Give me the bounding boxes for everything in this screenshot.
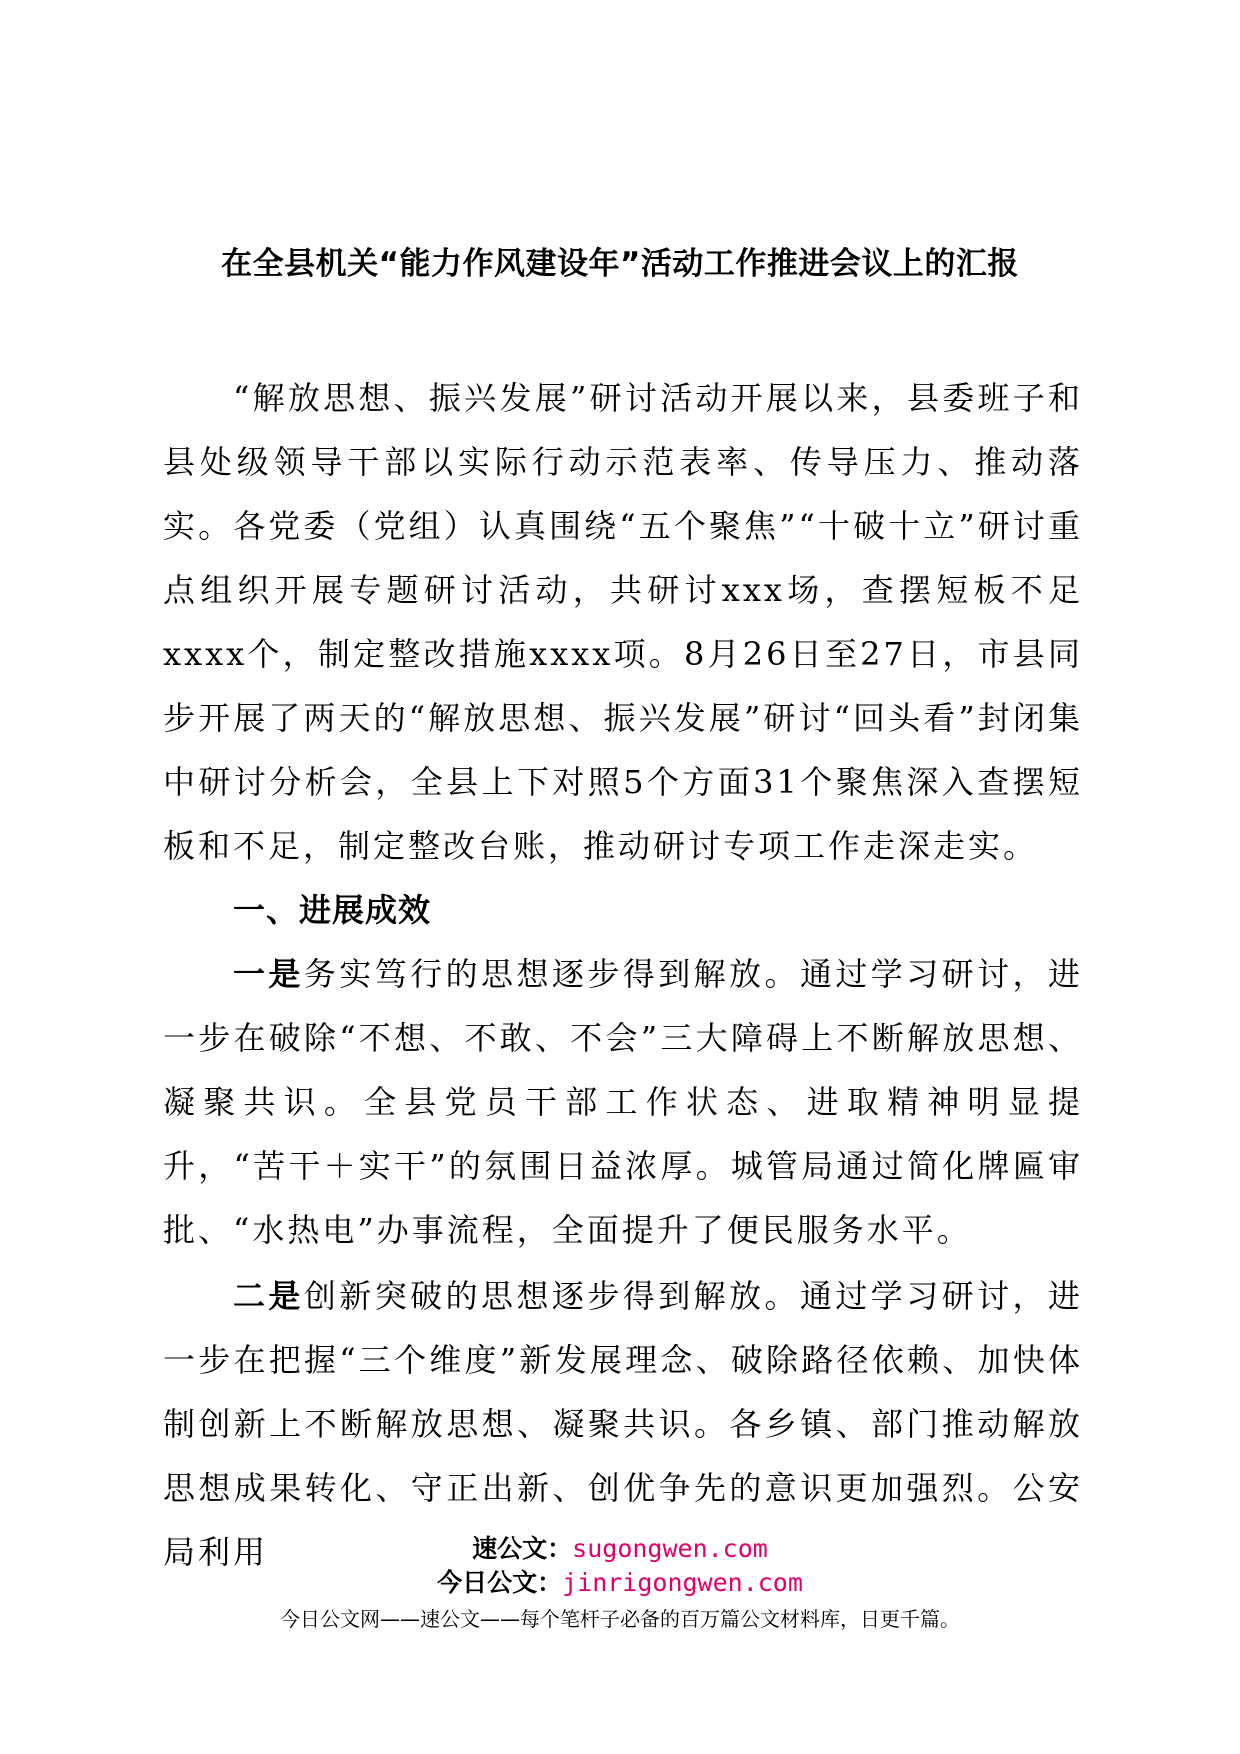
point-2-lead: 二是 xyxy=(233,1277,304,1315)
point-1-text: 务实笃行的思想逐步得到解放。通过学习研讨，进一步在破除“不想、不敢、不会”三大障碍上不断解放思想、凝聚共识。全县党员干部工作状态、进取精神明显提升，“苦干＋实干”的氛围日益浓厚。城管局通过简化牌匾审批、“水热电”办事流程，全面提升了便民服务水平。 xyxy=(163,955,1083,1249)
intro-paragraph: “解放思想、振兴发展”研讨活动开展以来，县委班子和县处级领导干部以实际行动示范表率、传导压力、推动落实。各党委（党组）认真围绕“五个聚焦”“十破十立”研讨重点组织开展专题研讨活动，共研讨xxx场，查摆短板不足xxxx个，制定整改措施xxxx项。8月26日至27日，市县同步开展了两天的“解放思想、振兴发展”研讨“回头看”封闭集中研讨分析会，全县上下对照5个方面31个聚焦深入查摆短板和不足，制定整改台账，推动研讨专项工作走深走实。 xyxy=(163,379,1083,865)
footer-slogan: 今日公文网——速公文——每个笔杆子必备的百万篇公文材料库，日更千篇。 xyxy=(280,1607,960,1631)
footer-jinrigongwen-link[interactable]: jinrigongwen.com xyxy=(562,1568,803,1597)
footer-jinrigongwen-label: 今日公文： xyxy=(437,1568,563,1597)
footer-sugongwen-label: 速公文： xyxy=(472,1534,573,1563)
document-body xyxy=(163,366,1083,1584)
footer-sugongwen xyxy=(0,1532,1240,1566)
footer-jinrigongwen xyxy=(0,1566,1240,1600)
point-1-paragraph xyxy=(163,942,1083,1262)
footer-sugongwen-link[interactable]: sugongwen.com xyxy=(572,1534,768,1563)
point-1-lead: 一是 xyxy=(233,955,304,993)
section-heading: 一、进展成效 xyxy=(233,891,432,929)
document-title: 在全县机关“能力作风建设年”活动工作推进会议上的汇报 xyxy=(221,246,1019,282)
point-2-text: 创新突破的思想逐步得到解放。通过学习研讨，进一步在把握“三个维度”新发展理念、破除路径依赖、加快体制创新上不断解放思想、凝聚共识。各乡镇、部门推动解放思想成果转化、守正出新、创优争先的意识更加强烈。公安局利用 xyxy=(163,1277,1083,1571)
